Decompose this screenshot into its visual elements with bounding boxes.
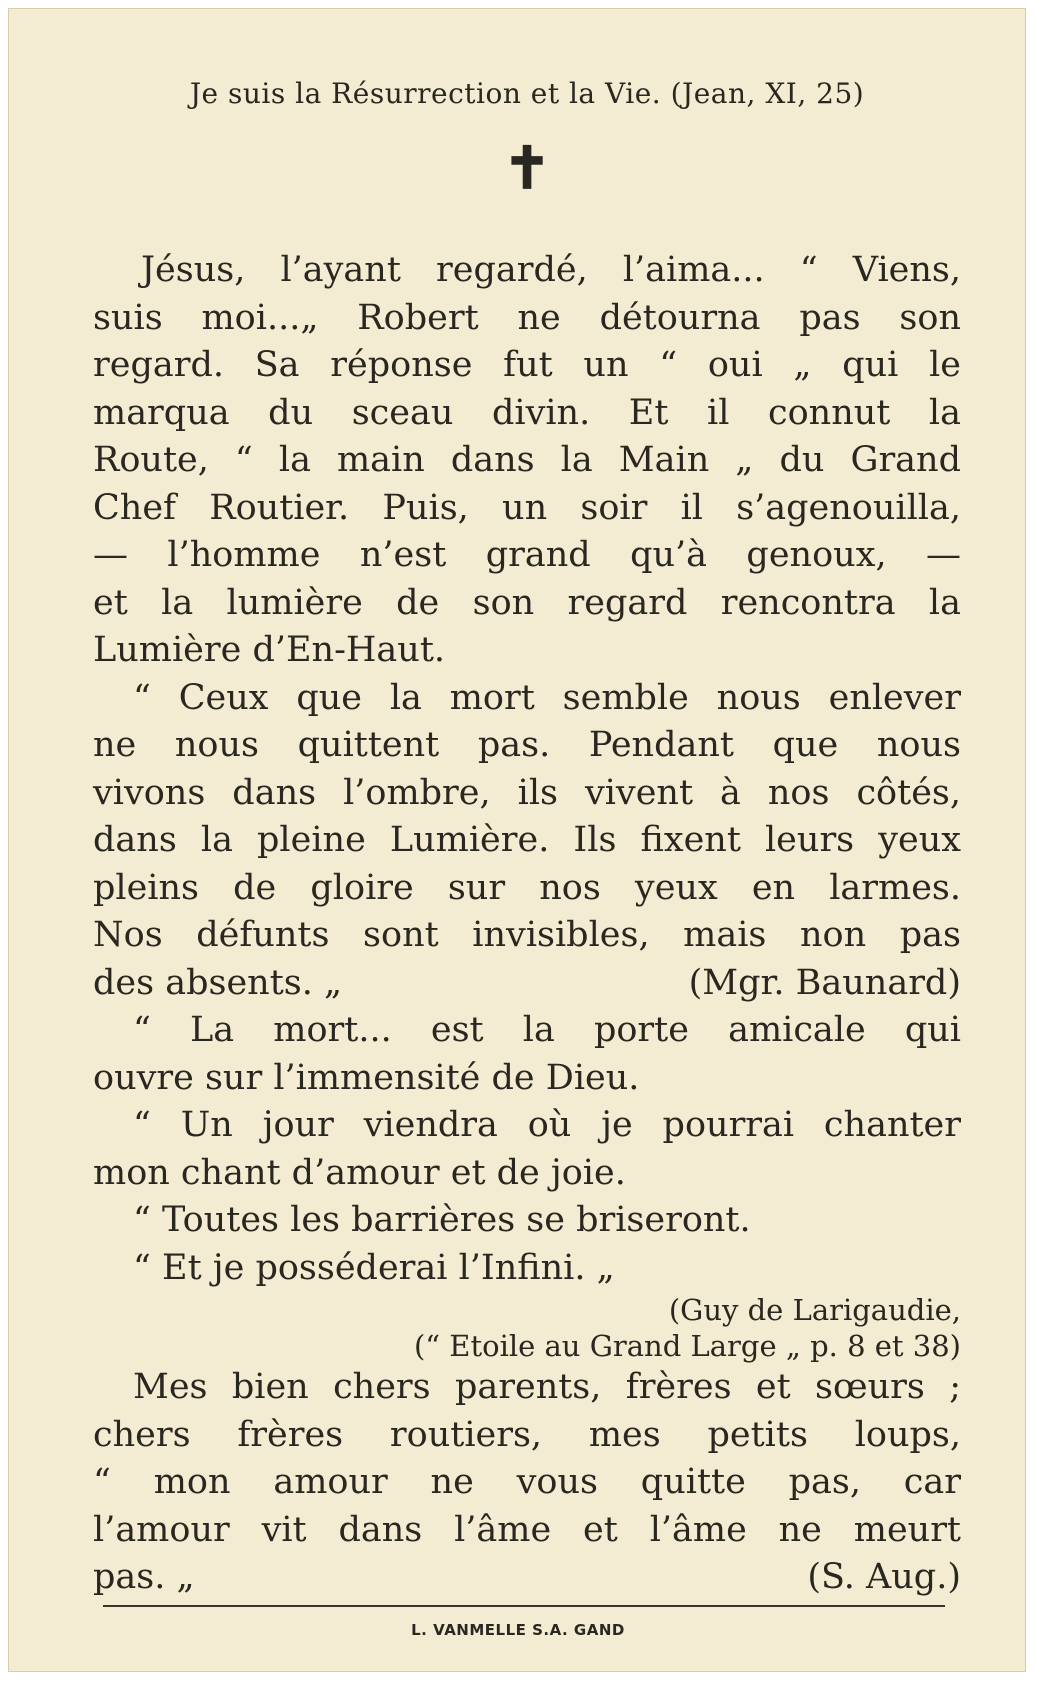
text-line: Mes bien chers parents, frères et sœurs ;	[133, 1367, 961, 1407]
quote-attribution-line	[93, 960, 961, 1008]
quote-author: (Mgr. Baunard)	[688, 962, 961, 1003]
text-line: Lumière d’En-Haut.	[93, 630, 446, 670]
citation-source: (“ Etoile au Grand Large „ p. 8 et 38)	[413, 1329, 961, 1363]
text-line: pas. „	[93, 1557, 195, 1597]
text-line: marqua du sceau divin. Et il connut la	[93, 392, 961, 433]
quote-author: (S. Aug.)	[807, 1557, 961, 1597]
printer-mark: L. VANMELLE S.A. GAND	[411, 1621, 625, 1639]
text-line: pleins de gloire sur nos yeux en larmes.	[93, 867, 961, 908]
text-line: suis moi...„ Robert ne détourna pas son	[93, 297, 961, 338]
text-line: — l’homme n’est grand qu’à genoux, —	[93, 535, 961, 575]
text-line: “ Un jour viendra où je pourrai chanter	[133, 1105, 961, 1145]
scripture-heading: Je suis la Résurrection et la Vie. (Jean, XI, 25)	[189, 77, 865, 110]
text-line: Nos défunts sont invisibles, mais non pas	[93, 915, 961, 955]
text-line: l’amour vit dans l’âme et l’âme ne meurt	[93, 1509, 961, 1550]
text-line: regard. Sa réponse fut un “ oui „ qui le	[93, 345, 961, 385]
text-line: Route, “ la main dans la Main „ du Grand	[93, 440, 961, 480]
text-line: “ Ceux que la mort semble nous enlever	[133, 677, 961, 718]
text-line: ouvre sur l’immensité de Dieu.	[93, 1057, 640, 1098]
text-line: des absents. „	[93, 962, 343, 1003]
divider	[103, 1605, 945, 1607]
text-line: mon chant d’amour et de joie.	[93, 1152, 626, 1193]
text-line: vivons dans l’ombre, ils vivent à nos côtés,	[93, 772, 961, 813]
text-line: chers frères routiers, mes petits loups,	[93, 1414, 961, 1455]
text-line: “ Et je posséderai l’Infini. „	[133, 1247, 615, 1288]
text-line: “ La mort... est la porte amicale qui	[133, 1010, 961, 1050]
text-line: et la lumière de son regard rencontra la	[93, 582, 961, 623]
text-line: Chef Routier. Puis, un soir il s’agenouilla,	[93, 487, 961, 528]
text-line: dans la pleine Lumière. Ils fixent leurs yeux	[93, 820, 961, 860]
text-line: “ Toutes les barrières se briseront.	[133, 1200, 751, 1240]
card-text	[93, 247, 961, 1602]
text-line: “ mon amour ne vous quitte pas, car	[93, 1462, 961, 1502]
text-line: Jésus, l’ayant regardé, l’aima... “ Viens,	[141, 250, 961, 290]
memorial-card	[8, 8, 1026, 1672]
text-line: ne nous quittent pas. Pendant que nous	[93, 725, 961, 765]
citation-author: (Guy de Larigaudie,	[668, 1293, 961, 1327]
cross-icon: ✝	[502, 134, 552, 202]
quote-attribution-line	[93, 1554, 961, 1602]
